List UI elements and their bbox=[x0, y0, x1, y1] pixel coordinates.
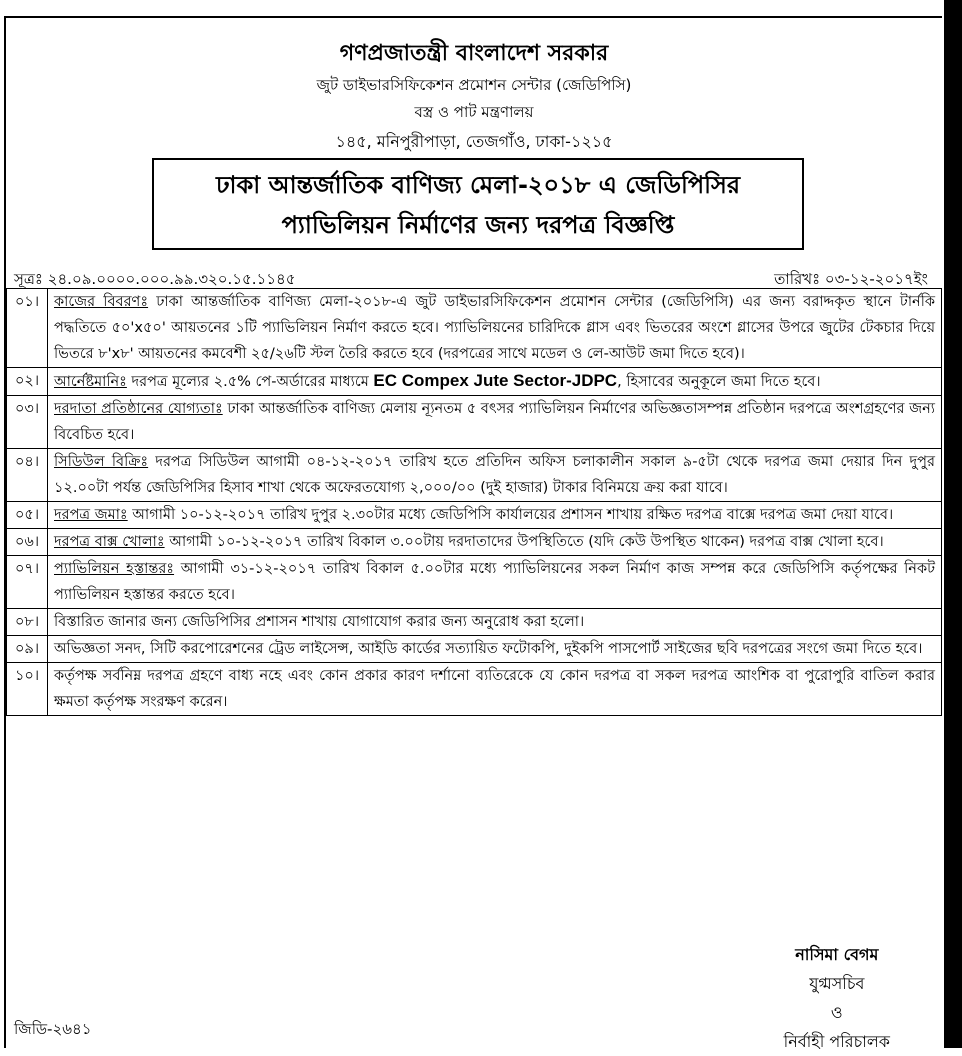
item-body: আগামী ৩১-১২-২০১৭ তারিখ বিকাল ৫.০০টার মধ্যে প্যাভিলিয়নের সকল নির্মাণ কাজ সম্পন্ন করে জেডিপিসি কর্তৃপক্ষের নিকট প্যাভিলিয়ন হস্তান্তর করতে হবে। bbox=[54, 561, 935, 603]
item-number: ০১। bbox=[7, 289, 48, 368]
item-body: ঢাকা আন্তর্জাতিক বাণিজ্য মেলায় ন্যূনতম ৫ বৎসর প্যাভিলিয়ন নির্মাণের অভিজ্ঞতাসম্পন্ন প্রতিষ্ঠান দরপত্রে অংশগ্রহণের জন্য বিবেচিত হবে। bbox=[54, 401, 935, 443]
item-body: ঢাকা আন্তর্জাতিক বাণিজ্য মেলা-২০১৮-এ জুট ডাইভারসিফিকেশন প্রমোশন সেন্টার (জেডিপিসি) এর জন্য বরাদ্দকৃত স্থানে টার্নকি পদ্ধতিতে ৫০'x৫০' আয়তনের ১টি প্যাভিলিয়ন নির্মাণ করতে হবে। প্যাভিলিয়নের চারিদিকে গ্লাস এবং ভিতরের অংশে গ্লাসের উপরে জুটের টেকচার দিয়ে ভিতরে ৮'x৮' আয়তনের কমবেশী ২৫/২৬টি স্টল তৈরি করতে হবে (দরপত্রের সাথে মডেল ও লে-আউট জমা দিতে হবে)। bbox=[54, 294, 935, 362]
organization-name: জুট ডাইভারসিফিকেশন প্রমোশন সেন্টার (জেডিপিসি) bbox=[316, 76, 632, 94]
table-row bbox=[7, 449, 942, 502]
item-body: দরপত্র মূল্যের ২.৫% পে-অর্ডারের মাধ্যমে bbox=[126, 374, 374, 390]
gd-reference: জিডি-২৬৪১ bbox=[14, 1020, 92, 1038]
item-label: আর্নেষ্টমানিঃ bbox=[54, 374, 127, 390]
memo-number: সূত্রঃ ২৪.০৯.০০০০.০০০.৯৯.৩২০.১৫.১১৪৫ bbox=[14, 270, 296, 288]
item-number: ১০। bbox=[7, 663, 48, 716]
account-name: EC Compex Jute Sector-JDPC bbox=[373, 371, 618, 390]
item-number: ০৫। bbox=[7, 502, 48, 529]
notice-title-line1: ঢাকা আন্তর্জাতিক বাণিজ্য মেলা-২০১৮ এ জেডিপিসির bbox=[215, 171, 741, 199]
item-number: ০৪। bbox=[7, 449, 48, 502]
ministry-name: বস্ত্র ও পাট মন্ত্রণালয় bbox=[414, 103, 534, 121]
notice-title-box bbox=[152, 158, 804, 250]
item-number: ০৭। bbox=[7, 556, 48, 609]
table-row bbox=[7, 502, 942, 529]
item-text bbox=[48, 368, 942, 396]
signatory-name: নাসিমা বেগম bbox=[795, 945, 879, 964]
tender-notice bbox=[4, 16, 942, 1051]
signatory-role: নির্বাহী পরিচালক bbox=[783, 1032, 890, 1051]
item-label: সিডিউল বিক্রিঃ bbox=[54, 454, 149, 470]
item-text bbox=[48, 529, 942, 556]
item-text bbox=[48, 502, 942, 529]
table-row bbox=[7, 636, 942, 663]
notice-date: তারিখঃ ০৩-১২-২০১৭ইং bbox=[774, 270, 928, 288]
government-name: গণপ্রজাতন্ত্রী বাংলাদেশ সরকার bbox=[339, 41, 609, 66]
item-label: দরদাতা প্রতিষ্ঠানের যোগ্যতাঃ bbox=[54, 401, 223, 417]
item-label: প্যাভিলিয়ন হস্তান্তরঃ bbox=[54, 561, 175, 577]
item-text bbox=[48, 556, 942, 609]
signature-block bbox=[784, 940, 890, 1056]
item-label: কাজের বিবরণঃ bbox=[54, 294, 149, 310]
office-address: ১৪৫, মনিপুরীপাড়া, তেজগাঁও, ঢাকা-১২১৫ bbox=[335, 132, 613, 151]
item-text: বিস্তারিত জানার জন্য জেডিপিসির প্রশাসন শাখায় যোগাযোগ করার জন্য অনুরোধ করা হলো। bbox=[48, 609, 942, 636]
table-row bbox=[7, 368, 942, 396]
item-number: ০৩। bbox=[7, 396, 48, 449]
table-row bbox=[7, 396, 942, 449]
item-body-end: , হিসাবের অনুকূলে জমা দিতে হবে। bbox=[617, 374, 821, 390]
item-text bbox=[48, 289, 942, 368]
scan-edge bbox=[944, 0, 962, 1048]
item-body: দরপত্র সিডিউল আগামী ০৪-১২-২০১৭ তারিখ হতে প্রতিদিন অফিস চলাকালীন সকাল ৯-৫টা থেকে দরপত্র জমা দেয়ার দিন দুপুর ১২.০০টা পর্যন্ত জেডিপিসির হিসাব শাখা থেকে অফেরতযোগ্য ২,০০০/০০ (দুই হাজার) টাকার বিনিময়ে ক্রয় করা যাবে। bbox=[54, 454, 935, 496]
table-row bbox=[7, 556, 942, 609]
item-text bbox=[48, 396, 942, 449]
table-row bbox=[7, 663, 942, 716]
item-body: আগামী ১০-১২-২০১৭ তারিখ বিকাল ৩.০০টায় দরদাতাদের উপস্থিতিতে (যদি কেউ উপস্থিত থাকেন) দরপত্র বাক্স খোলা হবে। bbox=[164, 534, 884, 550]
item-text bbox=[48, 449, 942, 502]
item-text: অভিজ্ঞতা সনদ, সিটি করপোরেশনের ট্রেড লাইসেন্স, আইডি কার্ডের সত্যায়িত ফটোকপি, দুইকপি পাসপোর্ট সাইজের ছবি দরপত্রের সংগে জমা দিতে হবে। bbox=[48, 636, 942, 663]
item-number: ০৬। bbox=[7, 529, 48, 556]
item-body: আগামী ১০-১২-২০১৭ তারিখ দুপুর ২.৩০টার মধ্যে জেডিপিসি কার্যালয়ের প্রশাসন শাখায় রক্ষিত দরপত্র বাক্সে দরপত্র জমা দেয়া যাবে। bbox=[127, 507, 894, 523]
table-row bbox=[7, 289, 942, 368]
item-number: ০২। bbox=[7, 368, 48, 396]
item-label: দরপত্র জমাঃ bbox=[54, 507, 128, 523]
tender-terms-table bbox=[6, 288, 942, 716]
notice-title-line2: প্যাভিলিয়ন নির্মাণের জন্য দরপত্র বিজ্ঞপ্তি bbox=[281, 211, 675, 239]
item-label: দরপত্র বাক্স খোলাঃ bbox=[54, 534, 165, 550]
table-row bbox=[7, 529, 942, 556]
table-row bbox=[7, 609, 942, 636]
item-number: ০৯। bbox=[7, 636, 48, 663]
signatory-designation: যুগ্মসচিব bbox=[809, 974, 865, 993]
signatory-conjunction: ও bbox=[830, 1003, 843, 1022]
item-number: ০৮। bbox=[7, 609, 48, 636]
item-text: কর্তৃপক্ষ সর্বনিম্ন দরপত্র গ্রহণে বাধ্য নহে এবং কোন প্রকার কারণ দর্শানো ব্যতিরেকে যে কোন দরপত্র বা সকল দরপত্র আংশিক বা পুরোপুরি বাতিল করার ক্ষমতা কর্তৃপক্ষ সংরক্ষণ করেন। bbox=[48, 663, 942, 716]
